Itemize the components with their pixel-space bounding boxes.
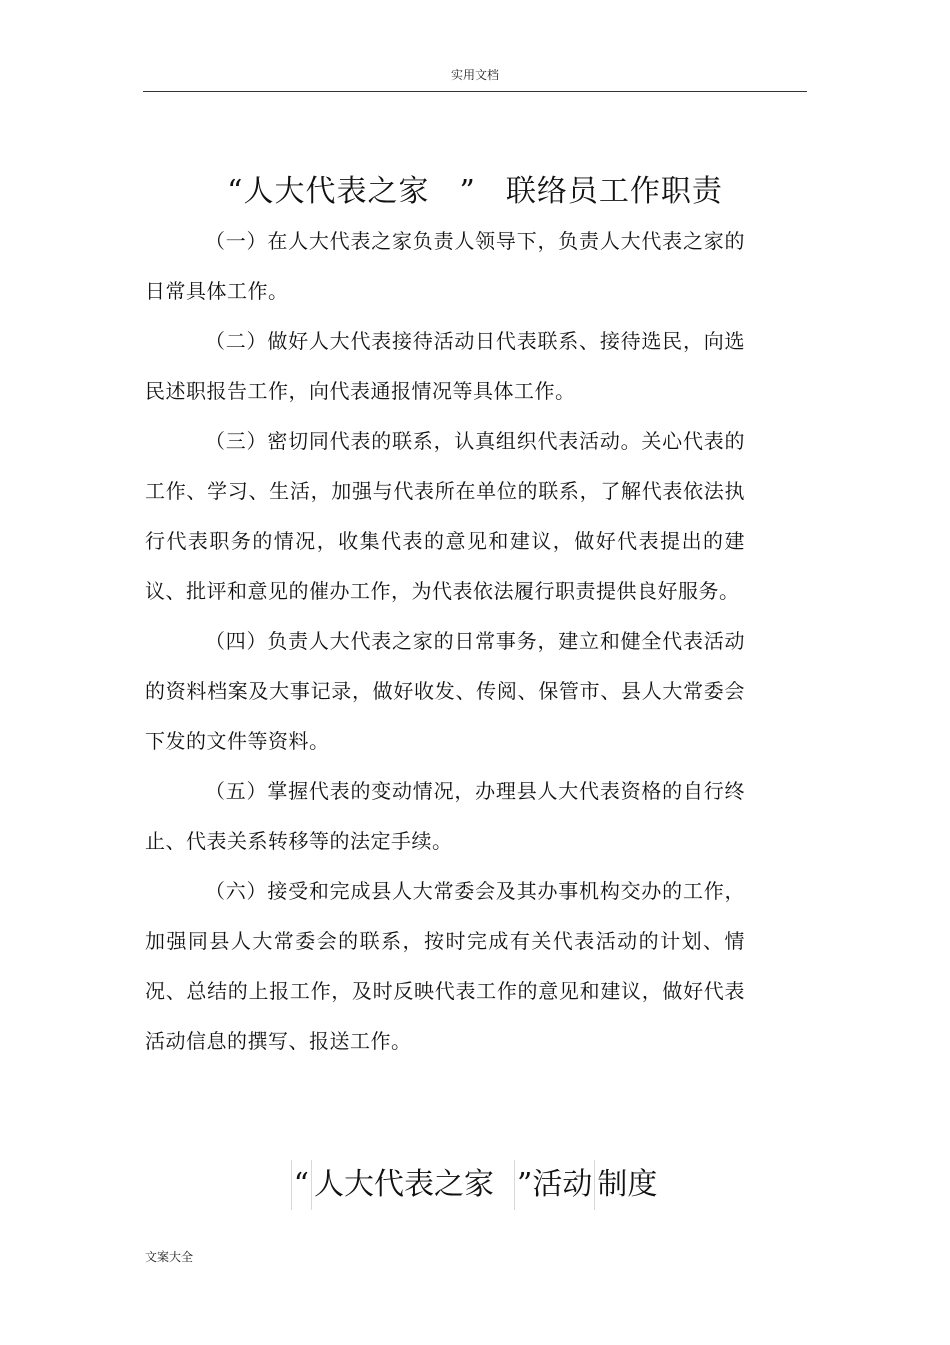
paragraph-5: （五）掌握代表的变动情况，办理县人大代表资格的自行终止、代表关系转移等的法定手续。 [145, 779, 745, 853]
title-close-quote: ” [459, 174, 476, 209]
title-main: 人大代表之家 [243, 174, 430, 209]
document-title [0, 170, 950, 214]
paragraph-1: （一）在人大代表之家负责人领导下，负责人大代表之家的日常具体工作。 [145, 229, 745, 303]
section-title-close-quote: ”活动 [514, 1160, 595, 1210]
paragraph-6: （六）接受和完成县人大常委会及其办事机构交办的工作，加强同县人大常委会的联系，按时完成有关代表活动的计划、情况、总结的上报工作，及时反映代表工作的意见和建议，做好代表活动信息的撰写、报送工作。 [145, 879, 745, 1053]
header-divider [143, 91, 807, 92]
paragraph-4: （四）负责人大代表之家的日常事务，建立和健全代表活动的资料档案及大事记录，做好收发、传阅、保管市、县人大常委会下发的文件等资料。 [145, 629, 745, 753]
section-title [0, 1160, 950, 1210]
paragraph-3: （三）密切同代表的联系，认真组织代表活动。关心代表的工作、学习、生活，加强与代表所在单位的联系，了解代表依法执行代表职务的情况，收集代表的意见和建议，做好代表提出的建议、批评和意见的催办工作，为代表依法履行职责提供良好服务。 [145, 429, 745, 603]
title-rest: 联络员工作职责 [505, 174, 723, 209]
title-open-quote: “ [227, 174, 244, 209]
page-footer: 文案大全 [145, 1250, 194, 1264]
section-title-main: 人大代表之家 [314, 1167, 494, 1202]
page-header: 实用文档 [450, 68, 499, 82]
section-title-rest: 制度 [597, 1167, 658, 1202]
paragraph-2: （二）做好人大代表接待活动日代表联系、接待选民，向选民述职报告工作，向代表通报情况等具体工作。 [145, 329, 745, 403]
document-body [145, 216, 745, 1066]
section-title-open-quote: “ [291, 1160, 312, 1210]
